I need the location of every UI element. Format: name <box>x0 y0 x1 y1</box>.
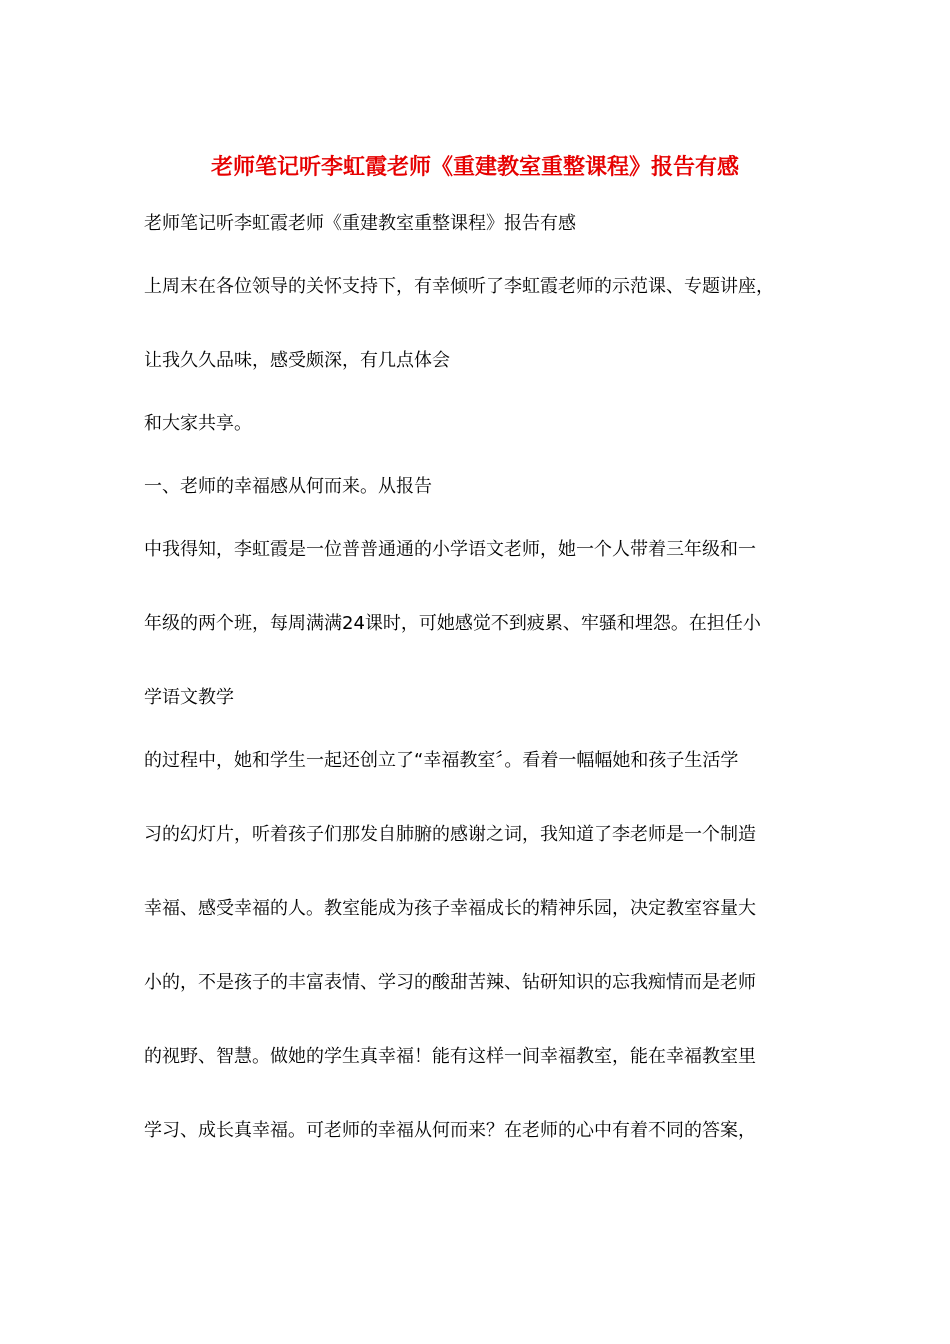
body-line: 小的，不是孩子的丰富表情、学习的酸甜苦辣、钻研知识的忘我痴情而是老师 <box>144 972 756 993</box>
document-title: 老师笔记听李虹霞老师《重建教室重整课程》报告有感 <box>210 154 739 180</box>
body-line: 年级的两个班，每周满满24课时，可她感觉不到疲累、牢骚和埋怨。在担任小 <box>144 613 761 634</box>
body-line: 和大家共享。 <box>144 413 252 434</box>
body-line: 老师笔记听李虹霞老师《重建教室重整课程》报告有感 <box>144 213 576 234</box>
body-line: 上周末在各位领导的关怀支持下，有幸倾听了李虹霞老师的示范课、专题讲座， <box>144 276 774 297</box>
body-line: 幸福、感受幸福的人。教室能成为孩子幸福成长的精神乐园，决定教室容量大 <box>144 898 756 919</box>
body-line: 学习、成长真幸福。可老师的幸福从何而来？在老师的心中有着不同的答案， <box>144 1120 756 1141</box>
body-line: 习的幻灯片，听着孩子们那发自肺腑的感谢之词，我知道了李老师是一个制造 <box>144 824 756 845</box>
body-line: 一、老师的幸福感从何而来。从报告 <box>144 476 432 497</box>
body-line: 的过程中，她和学生一起还创立了“幸福教室〞。看着一幅幅她和孩子生活学 <box>144 750 739 771</box>
body-line: 中我得知，李虹霞是一位普普通通的小学语文老师，她一个人带着三年级和一 <box>144 539 756 560</box>
body-line: 的视野、智慧。做她的学生真幸福！能有这样一间幸福教室，能在幸福教室里 <box>144 1046 756 1067</box>
body-line: 让我久久品味，感受颇深，有几点体会 <box>144 350 450 371</box>
body-line: 学语文教学 <box>144 687 234 708</box>
